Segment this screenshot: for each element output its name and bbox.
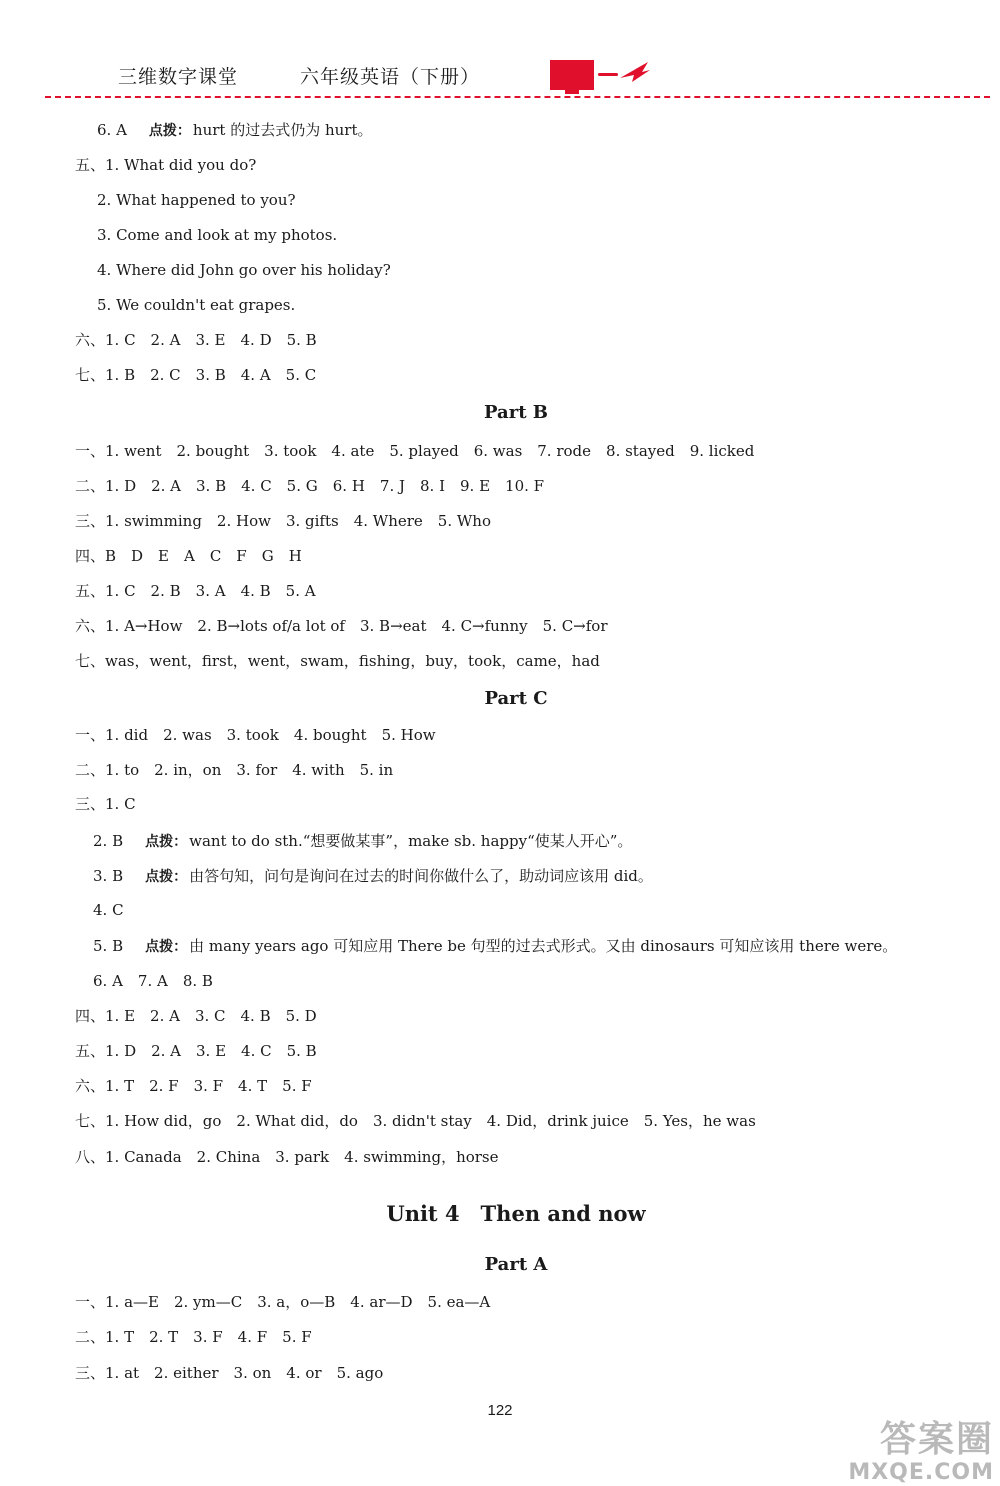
answer-line: 二、1. T 2. T 3. F 4. F 5. F	[75, 1328, 312, 1346]
answer-line: 二、1. D 2. A 3. B 4. C 5. G 6. H 7. J 8. I 9. E 10. F	[75, 477, 545, 495]
watermark-url: MXQE.COM	[848, 1460, 994, 1485]
header-dashed-rule	[45, 96, 990, 98]
answer-line: 七、was，went，first，went，swam，fishing，buy，took，came，had	[75, 652, 600, 670]
answer-line: 三、1. swimming 2. How 3. gifts 4. Where 5. Who	[75, 512, 491, 530]
tip-label: 点拨：	[145, 834, 188, 850]
answer-line: 七、1. B 2. C 3. B 4. A 5. C	[75, 366, 317, 384]
section-heading: Part B	[484, 402, 548, 423]
answer-line: 3. B 点拨： 由答句知，问句是询问在过去的时间你做什么了，助动词应该用 did。	[93, 867, 653, 885]
answer-line: 一、1. went 2. bought 3. took 4. ate 5. played 6. was 7. rode 8. stayed 9. licked	[75, 442, 755, 460]
answer-line: 五、1. What did you do?	[75, 156, 257, 174]
answer-line: 三、1. C	[75, 795, 136, 813]
red-dash-decoration	[598, 73, 618, 76]
answer-line: 一、1. a—E 2. ym—C 3. a，o—B 4. ar—D 5. ea—A	[75, 1293, 491, 1311]
book-title: 六年级英语（下册）	[300, 66, 481, 88]
answer-line: 六、1. A→How 2. B→lots of/a lot of 3. B→eat 4. C→funny 5. C→for	[75, 617, 608, 635]
answer-line: 5. B 点拨： 由 many years ago 可知应用 There be 句型的过去式形式。又由 dinosaurs 可知应该用 there were。	[93, 937, 898, 955]
answer-line: 一、1. did 2. was 3. took 4. bought 5. How	[75, 726, 436, 744]
answer-line: 四、B D E A C F G H	[75, 547, 302, 565]
series-title: 三维数字课堂	[118, 66, 239, 88]
answer-line: 3. Come and look at my photos.	[97, 226, 338, 244]
red-screen-icon	[550, 60, 594, 90]
answer-line: 4. Where did John go over his holiday?	[97, 261, 391, 279]
answer-line: 七、1. How did，go 2. What did，do 3. didn't stay 4. Did，drink juice 5. Yes，he was	[75, 1112, 756, 1130]
watermark-chinese: 答案圈	[879, 1419, 994, 1460]
answer-line: 四、1. E 2. A 3. C 4. B 5. D	[75, 1007, 317, 1025]
watermark-logo	[848, 1420, 994, 1486]
rocket-icon	[618, 58, 652, 84]
answer-line: 五、1. C 2. B 3. A 4. B 5. A	[75, 582, 316, 600]
answer-line: 2. What happened to you?	[97, 191, 296, 209]
answer-line: 三、1. at 2. either 3. on 4. or 5. ago	[75, 1364, 384, 1382]
page-number: 122	[487, 1402, 513, 1419]
answer-line: 五、1. D 2. A 3. E 4. C 5. B	[75, 1042, 317, 1060]
answer-line: 6. A 点拨： hurt 的过去式仍为 hurt。	[97, 121, 373, 139]
tip-label: 点拨：	[148, 123, 191, 139]
red-stand-icon	[565, 90, 579, 94]
answer-line: 六、1. T 2. F 3. F 4. T 5. F	[75, 1077, 312, 1095]
answer-line: 2. B 点拨： want to do sth.“想要做某事”，make sb. happy“使某人开心”。	[93, 832, 633, 850]
answer-line: 5. We couldn't eat grapes.	[97, 296, 296, 314]
unit-heading: Unit 4 Then and now	[386, 1201, 646, 1226]
answer-line: 4. C	[93, 901, 124, 919]
tip-label: 点拨：	[145, 869, 188, 885]
answer-line: 六、1. C 2. A 3. E 4. D 5. B	[75, 331, 317, 349]
section-heading: Part A	[484, 1254, 548, 1275]
answer-line: 八、1. Canada 2. China 3. park 4. swimming，horse	[75, 1148, 499, 1166]
page-header	[0, 0, 1000, 100]
section-heading: Part C	[484, 688, 548, 709]
answer-line: 6. A 7. A 8. B	[93, 972, 213, 990]
answer-line: 二、1. to 2. in，on 3. for 4. with 5. in	[75, 761, 394, 779]
tip-label: 点拨：	[145, 939, 188, 955]
